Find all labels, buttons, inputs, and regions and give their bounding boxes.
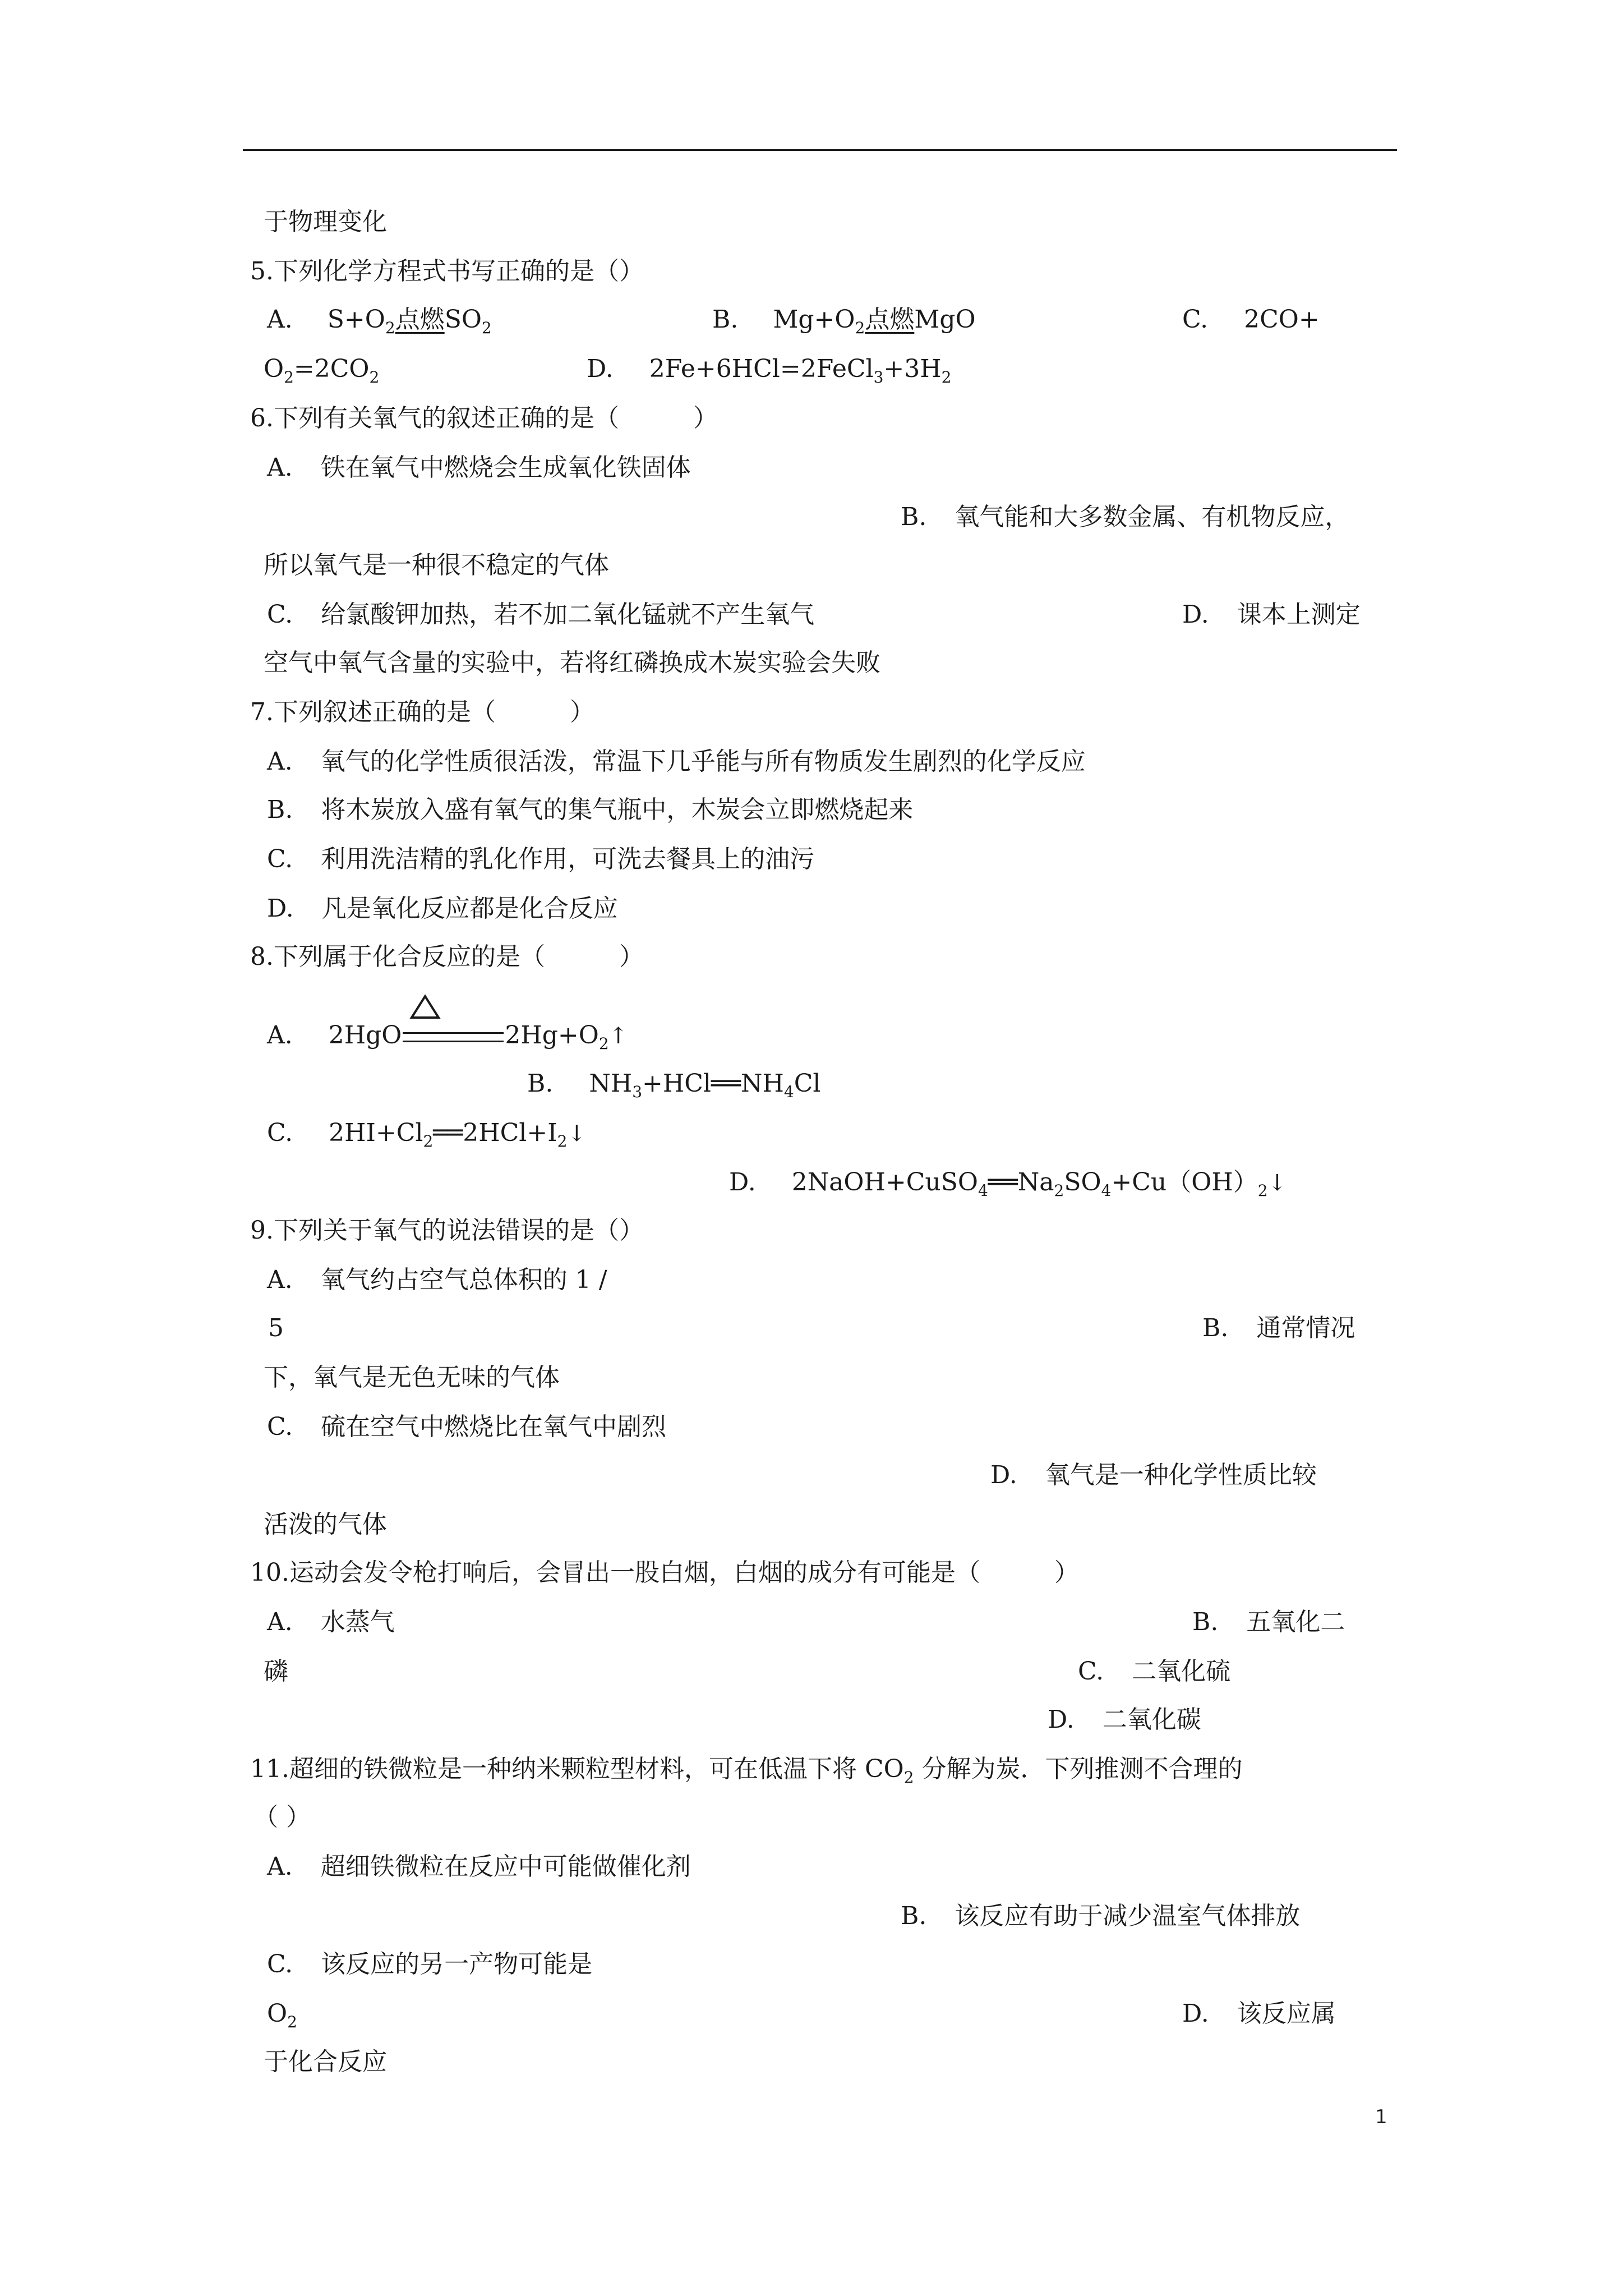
page-number: 1 xyxy=(1375,2106,1387,2128)
q8-option-a: A. 2HgO $2Hg+O_2↑$ xyxy=(267,1021,628,1053)
q11-stem-continued: （ ） xyxy=(253,1803,311,1832)
down-arrow-icon: ↓ xyxy=(567,1121,586,1147)
q11-option-c: C. 该反应的另一产物可能是 xyxy=(267,1950,593,1978)
q5-a-equation: $S+O_2$点燃$SO_2$ xyxy=(327,305,492,337)
q8-d-equation: $2NaOH+CuSO_4══Na_2SO_4+Cu(OH)_2↓$ xyxy=(791,1168,1287,1200)
q5-c-label: C. xyxy=(1182,305,1209,334)
q11-option-c-continued: $O_2$ xyxy=(267,1999,297,2031)
q9-option-d-continued: 活泼的气体 xyxy=(264,1510,387,1539)
q5-d-label: D. xyxy=(587,355,614,383)
q8-option-d: D. $2NaOH+CuSO_4══Na_2SO_4+Cu(OH)_2↓$ xyxy=(729,1168,1287,1200)
q11-option-a: A. 超细铁微粒在反应中可能做催化剂 xyxy=(267,1852,691,1881)
q9-option-b-continued: 下，氧气是无色无味的气体 xyxy=(264,1363,560,1392)
q7-option-d: D. 凡是氧化反应都是化合反应 xyxy=(267,894,618,923)
q9-option-c: C. 硫在空气中燃烧比在氧气中剧烈 xyxy=(267,1412,667,1441)
q5-option-d xyxy=(587,352,951,386)
q9-option-a-continued: 5 xyxy=(268,1314,284,1342)
q7-stem: 7.下列叙述正确的是（ ） xyxy=(250,698,594,726)
down-arrow-icon: ↓ xyxy=(1267,1170,1287,1196)
q10-stem: 10.运动会发令枪打响后，会冒出一股白烟，白烟的成分有可能是（ ） xyxy=(250,1558,1079,1587)
q10-option-d: D. 二氧化碳 xyxy=(1048,1705,1201,1734)
q6-option-a: A. 铁在氧气中燃烧会生成氧化铁固体 xyxy=(267,453,691,482)
q9-option-b: B. 通常情况 xyxy=(1202,1314,1355,1342)
header-rule xyxy=(243,149,1397,151)
q5-b-label: B. xyxy=(712,305,739,334)
q7-option-b: B. 将木炭放入盛有氧气的集气瓶中，木炭会立即燃烧起来 xyxy=(267,795,914,824)
q11-option-d-continued: 于化合反应 xyxy=(264,2047,387,2076)
q5-b-equation: $Mg+O_2$点燃MgO xyxy=(773,305,976,337)
q7-option-a: A. 氧气的化学性质很活泼，常温下几乎能与所有物质发生剧烈的化学反应 xyxy=(267,747,1086,776)
q5-c-equation-start: 2CO+ xyxy=(1244,305,1320,334)
q9-option-d: D. 氧气是一种化学性质比较 xyxy=(990,1461,1317,1489)
q11-option-d: D. 该反应属 xyxy=(1182,1999,1336,2028)
q8-a-equation: 2HgO $2Hg+O_2↑$ xyxy=(328,1021,628,1053)
q8-option-c: C. $2HI+Cl_2══2HCl+I_2↓$ xyxy=(267,1119,586,1151)
q8-stem: 8.下列属于化合反应的是（ ） xyxy=(250,942,644,971)
q10-option-b-continued: 磷 xyxy=(264,1657,288,1686)
q8-option-b: B. $NH_3+HCl══NH_4Cl$ xyxy=(527,1069,821,1101)
q10-option-a: A. 水蒸气 xyxy=(267,1608,395,1636)
equals-bar xyxy=(403,1032,504,1042)
q11-stem: 11.超细的铁微粒是一种纳米颗粒型材料，可在低温下将 $CO_2$ 分解为炭．下列推测不合理的 xyxy=(250,1755,1243,1787)
q6-option-b-continued: 所以氧气是一种很不稳定的气体 xyxy=(264,551,609,579)
heating-triangle-icon xyxy=(409,994,441,1021)
q11-option-b: B. 该反应有助于减少温室气体排放 xyxy=(901,1902,1301,1930)
q5-d-equation: $2Fe+6HCl=2FeCl_3+3H_2$ xyxy=(649,355,952,386)
q6-option-d: D. 课本上测定 xyxy=(1182,600,1361,629)
q9-stem: 9.下列关于氧气的说法错误的是（） xyxy=(250,1216,644,1245)
q4-continuation: 于物理变化 xyxy=(264,208,387,236)
q6-stem: 6.下列有关氧气的叙述正确的是（ ） xyxy=(250,404,718,432)
q6-option-d-continued: 空气中氧气含量的实验中，若将红磷换成木炭实验会失败 xyxy=(264,648,880,677)
q10-option-c: C. 二氧化硫 xyxy=(1078,1657,1231,1686)
q5-option-c xyxy=(1182,303,1320,337)
q5-option-c-continued: $O_2=2CO_2$ xyxy=(264,355,380,386)
up-arrow-icon: ↑ xyxy=(608,1023,628,1049)
q7-option-c: C. 利用洗洁精的乳化作用，可洗去餐具上的油污 xyxy=(267,845,815,873)
q5-stem: 5.下列化学方程式书写正确的是（） xyxy=(250,257,644,286)
q8-c-equation: $2HI+Cl_2══2HCl+I_2↓$ xyxy=(329,1119,586,1151)
q8-b-equation: $NH_3+HCl══NH_4Cl$ xyxy=(589,1069,821,1101)
q6-option-b: B. 氧气能和大多数金属、有机物反应， xyxy=(901,503,1350,531)
q5-option-b xyxy=(712,303,976,337)
q5-option-a xyxy=(267,303,492,337)
q6-option-c: C. 给氯酸钾加热，若不加二氧化锰就不产生氧气 xyxy=(267,600,815,629)
q9-option-a: A. 氧气约占空气总体积的 1 / xyxy=(267,1266,607,1294)
q10-option-b: B. 五氧化二 xyxy=(1192,1608,1345,1636)
q5-a-label: A. xyxy=(267,305,293,334)
